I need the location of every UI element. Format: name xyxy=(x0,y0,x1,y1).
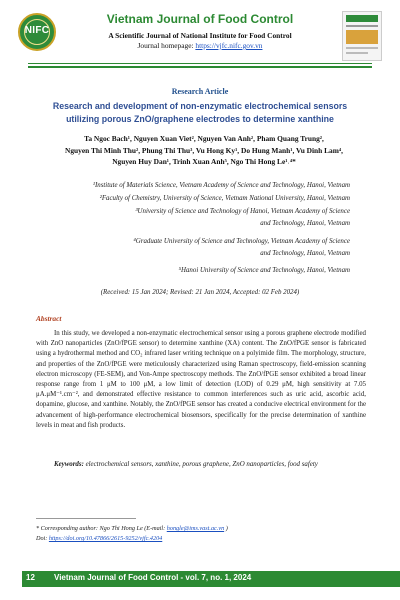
author-line: Nguyen Huy Dan¹, Trinh Xuan Anh⁵, Ngo Thi Hong Le¹˒⁴* xyxy=(112,157,296,166)
abstract-text: In this study, we developed a non-enzymatic electrochemical sensor using a porous graphene electrode modified with ZnO nanoparticles (ZnO/fPGE sensor) to determine xanthine (XA) content. The ZnO/fPGE sensor is fabricated using a hydrothermal method and CO₂ infrared laser writing technique on a polyimide film. The morphology, structure, and properties of the ZnO/fPGE were meticulously characterized using Raman spectroscopy, field-emission scanning electron microscopy (FE-SEM), and Von-Ampe spectroscopy methods. The ZnO/fPGE sensor exhibited a broad linear response range from 1 μM to 100 μM, a low limit of detection (LOD) of 0.29 μM, high sensitivity at 7.05 μA.μM⁻¹.cm⁻², and demonstrated effective resistance to common interferences such as uric acid, ascorbic acid, dopamine, glucose, and xanthine. Notably, the ZnO/fPGE sensor has created a conducive electrical environment for the advancement of high-performance electrochemical biosensors, specifically for the precise determination of xanthine levels in meat and fish products. xyxy=(36,330,366,429)
footer-journal-info: Vietnam Journal of Food Control - vol. 7, no. 1, 2024 xyxy=(54,573,252,582)
journal-title: Vietnam Journal of Food Control xyxy=(106,12,294,26)
affiliation-1: ¹Institute of Materials Science, Vietnam Academy of Science and Technology, Hanoi, Vietnam xyxy=(92,182,350,189)
doi-line xyxy=(36,534,366,544)
journal-cover-thumbnail xyxy=(342,11,382,61)
affiliation-4: ⁴Graduate University of Science and Technology, Vietnam Academy of Science xyxy=(133,238,350,245)
footnote-rule xyxy=(36,518,136,519)
page-number: 12 xyxy=(26,573,35,582)
author-email-link[interactable]: hongle@ims.vast.ac.vn xyxy=(166,525,225,532)
affiliation-3-cont: and Technology, Hanoi, Vietnam xyxy=(260,220,350,227)
nifc-logo xyxy=(18,13,56,51)
footnote xyxy=(36,524,366,544)
homepage-link[interactable]: https://vjfc.nifc.gov.vn xyxy=(195,41,263,50)
affiliation-3: ³University of Science and Technology of Hanoi, Vietnam Academy of Science xyxy=(135,208,350,215)
corresponding-author xyxy=(36,524,366,534)
affiliation-5: ⁵Hanoi University of Science and Technology, Hanoi, Vietnam xyxy=(178,267,350,274)
header-rule xyxy=(28,63,372,64)
journal-subtitle: A Scientific Journal of National Institute for Food Control xyxy=(108,31,292,40)
abstract-heading: Abstract xyxy=(36,314,62,323)
keywords-text: electrochemical sensors, xanthine, porous graphene, ZnO nanoparticles, food safety xyxy=(83,461,318,468)
page-footer xyxy=(0,568,400,590)
logo-text: NIFC xyxy=(24,25,50,36)
homepage-prefix: Journal homepage: xyxy=(137,41,196,50)
doi-prefix: Doi: xyxy=(36,535,49,542)
keywords-label: Keywords: xyxy=(54,461,84,468)
author-list xyxy=(46,133,362,168)
abstract-body xyxy=(36,329,366,431)
journal-header xyxy=(0,0,400,80)
corresponding-prefix: * Corresponding author: Ngo Thi Hong Le (E-mail: xyxy=(36,525,167,532)
author-line: Ta Ngoc Bach¹, Nguyen Xuan Viet², Nguyen Van Anh², Pham Quang Trung², xyxy=(84,134,324,143)
journal-homepage xyxy=(84,41,316,50)
paper-title: Research and development of non-enzymatic electrochemical sensors utilizing porous ZnO/graphene electrodes to determine xanthine xyxy=(52,101,348,124)
author-line: Nguyen Thi Minh Thu², Phung Thi Thu³, Vu Hong Ky¹, Do Hung Manh¹, Vu Dinh Lam⁴, xyxy=(65,145,343,155)
affiliation-2: ²Faculty of Chemistry, University of Science, Vietnam National University, Hanoi, Vietnam xyxy=(99,195,350,202)
section-label: Research Article xyxy=(171,87,229,96)
keywords xyxy=(36,460,366,470)
received-dates: (Received: 15 Jan 2024; Revised: 21 Jan 2024, Accepted: 02 Feb 2024) xyxy=(100,289,300,296)
doi-link[interactable]: https://doi.org/10.47866/2615-9252/vjfc.4204 xyxy=(48,535,163,542)
corresponding-suffix: ) xyxy=(224,525,228,532)
affiliation-4-cont: and Technology, Hanoi, Vietnam xyxy=(260,250,350,257)
header-rule-thick xyxy=(28,66,372,68)
